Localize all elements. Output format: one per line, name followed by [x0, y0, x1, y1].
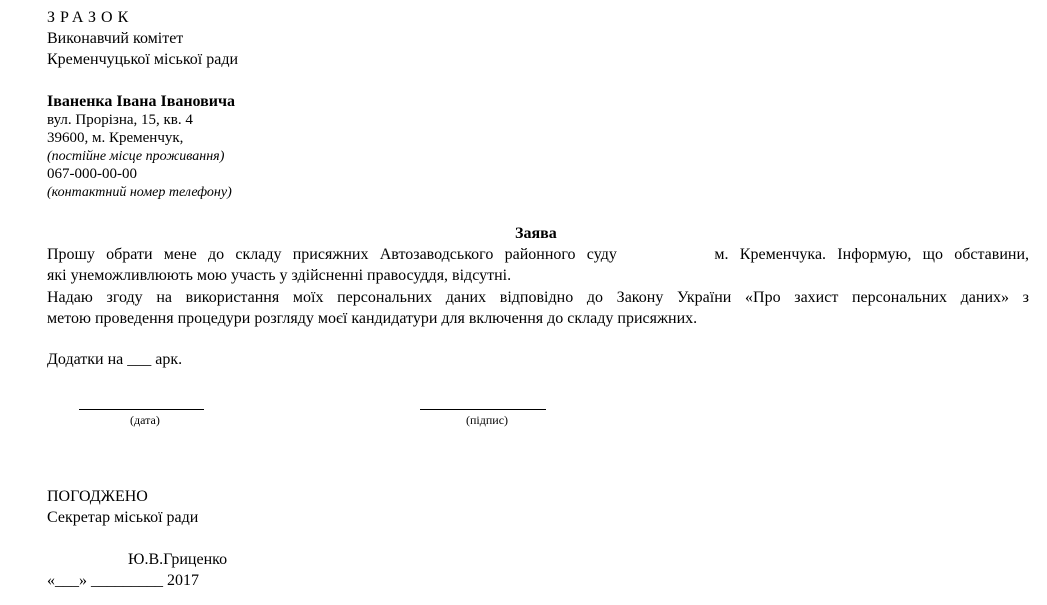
statement-title: Заява: [515, 225, 557, 242]
date-caption: (дата): [130, 413, 160, 427]
applicant-name: Іваненка Івана Івановича: [47, 93, 236, 110]
applicant-city: 39600, м. Кременчук,: [47, 130, 184, 146]
recipient-line-2: Кременчуцької міської ради: [47, 51, 239, 68]
sign-caption: (підпис): [466, 413, 509, 427]
paragraph-1-line-1-part-2: м. Кременчука. Інформую, що обставини,: [714, 246, 1030, 263]
applicant-phone: 067-000-00-00: [47, 166, 137, 182]
approval-label: ПОГОДЖЕНО: [47, 488, 148, 505]
phone-hint: (контактний номер телефону): [47, 185, 232, 200]
sign-signature-line: [420, 409, 546, 410]
approval-name: Ю.В.Гриценко: [128, 551, 228, 568]
recipient-line-1: Виконавчий комітет: [47, 30, 184, 47]
address-hint: (постійне місце проживання): [47, 149, 225, 164]
paragraph-1-line-1-part-1: Прошу обрати мене до складу присяжних Автозаводського районного суду: [47, 246, 617, 263]
attachments-line: Додатки на ___ арк.: [47, 351, 183, 368]
paragraph-1-line-2: які унеможливлюють мою участь у здійсненні правосуддя, відсутні.: [47, 267, 512, 284]
paragraph-1-line-1: [47, 245, 1029, 265]
approval-position: Секретар міської ради: [47, 509, 199, 526]
sample-label: ЗРАЗОК: [47, 9, 134, 26]
date-signature-line: [79, 409, 204, 410]
paragraph-2-line-2: метою проведення процедури розгляду моєї кандидатури для включення до складу присяжних.: [47, 310, 698, 327]
paragraph-2-line-1-text: Надаю згоду на використання моїх персональних даних відповідно до Закону України «Про захист персональних даних» з: [47, 289, 1029, 306]
applicant-street: вул. Прорізна, 15, кв. 4: [47, 112, 193, 128]
approval-date-line: «___» _________ 2017: [47, 572, 199, 589]
paragraph-2-line-1: [47, 288, 1029, 308]
